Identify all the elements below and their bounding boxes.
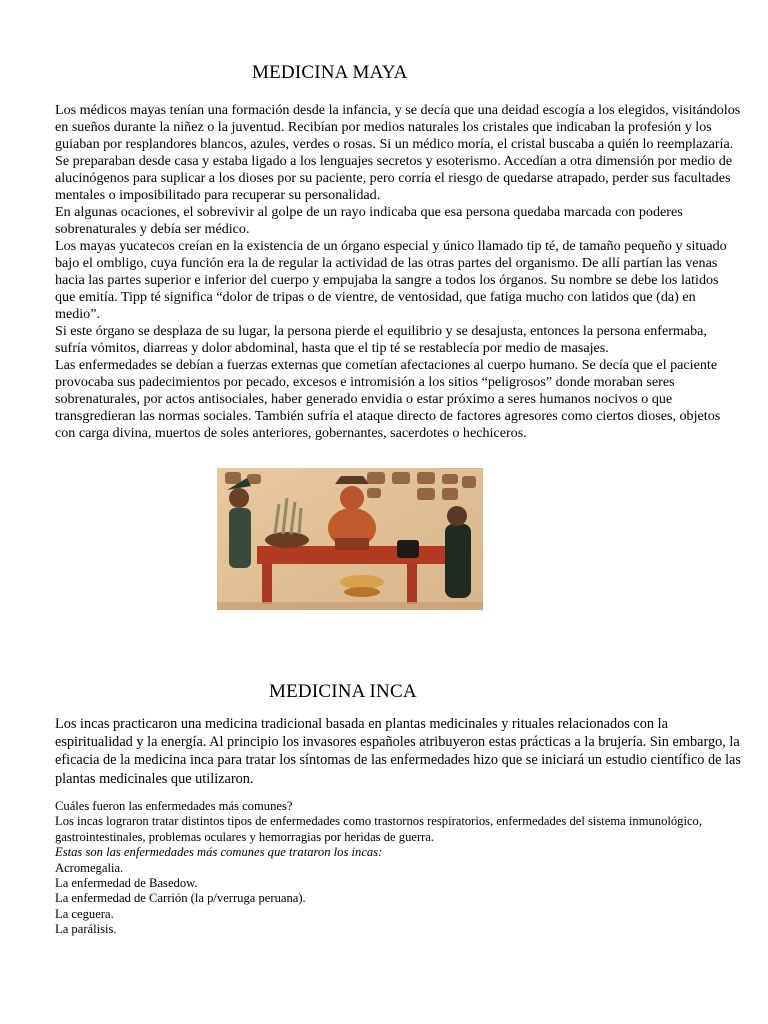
maya-paragraph: Los mayas yucatecos creían en la existencia de un órgano especial y único llamado tip té, de tamaño pequeño y situado bajo el ombligo, cuya función era la de regular la actividad de las otras partes del organismo. De allí partían las venas hacia las partes superior e inferior del cuerpo y empujaba la sangre a todos los órganos. Su nombre se debe los latidos que emitía. Tipp té significa “dolor de tripas o de vientre, de ventosidad, que fatiga mucho con latidos que (da) en medio”. <box>55 238 727 322</box>
maya-paragraph: Si este órgano se desplaza de su lugar, la persona pierde el equilibrio y se desajusta, entonces la persona enfermaba, sufría vómitos, diarreas y dolor abdominal, hasta que el tip té se restablecía por medio de masajes. <box>55 323 707 356</box>
disease-item: La enfermedad de Carrión (la p/verruga peruana). <box>55 891 306 906</box>
inca-section-title: MEDICINA INCA <box>269 681 417 702</box>
maya-paragraph: En algunas ocaciones, el sobrevivir al golpe de un rayo indicaba que esa persona quedaba marcada con poderes sobrenaturales y debía ser médico. <box>55 204 683 237</box>
maya-paragraph: Las enfermedades se debían a fuerzas externas que cometían afectaciones al cuerpo humano. Se decía que el paciente provocaba sus padecimientos por pecado, excesos e intromisión a los sitios “peligrosos” donde moraban seres sobrenaturales, por actos antisociales, haber generado envidia o estar próximo a seres humanos nocivos o que transgredieran las normas sociales. También sufría el ataque directo de factores agresores como ciertos dioses, objetos con carga divina, muertos de soles anteriores, gobernantes, sacerdotes o hechiceros. <box>55 357 721 441</box>
maya-paragraph: Se preparaban desde casa y estaba ligado a los lenguajes secretos y esoterismo. Accedían a otra dimensión por medio de alucinógenos para suplicar a los dioses por su paciente, pero corría el riesgo de quedarse atrapado, perder sus facultades mentales o imposibilitado para recuperar su personalidad. <box>55 153 733 203</box>
inca-diseases-block <box>55 799 745 938</box>
disease-item: La ceguera. <box>55 906 114 921</box>
maya-paragraph: Los médicos mayas tenían una formación desde la infancia, y se decía que una deidad escogía a los elegidos, visitándolos en sueños durante la niñez o la juventud. Recibían por medios naturales los cristales que indicaban la profesión y los guiaban por resplandores blancos, azules, verdes o rosas. Si un médico moría, el cristal buscaba a quién lo reemplazaría. <box>55 102 741 152</box>
inca-question: Cuáles fueron las enfermedades más comunes? <box>55 799 293 813</box>
maya-mural-image <box>217 468 483 610</box>
inca-list-heading: Estas son las enfermedades más comunes que trataron los incas: <box>55 845 383 860</box>
floor-offerings <box>340 575 384 597</box>
disease-item: La parálisis. <box>55 922 117 937</box>
maya-body-text <box>55 102 741 442</box>
disease-item: La enfermedad de Basedow. <box>55 876 198 891</box>
disease-item: Acromegalia. <box>55 860 124 875</box>
inca-intro-paragraph: Los incas practicaron una medicina tradicional basada en plantas medicinales y rituales relacionados con la espiritualidad y la energía. Al principio los invasores españoles atribuyeron estas prácticas a la brujería. Sin embargo, la eficacia de la medicina inca para tratar los síntomas de las enfermedades hizo que se iniciará un estudio científico de las plantas medicinales que utilizaron. <box>55 716 741 787</box>
inca-answer: Los incas lograron tratar distintos tipos de enfermedades como trastornos respiratorios, enfermedades del sistema inmunológico, gastrointestinales, problemas oculares y hemorragias por heridas de guerra. <box>55 814 703 844</box>
black-vessel <box>397 540 419 558</box>
maya-section-title: MEDICINA MAYA <box>252 62 408 83</box>
